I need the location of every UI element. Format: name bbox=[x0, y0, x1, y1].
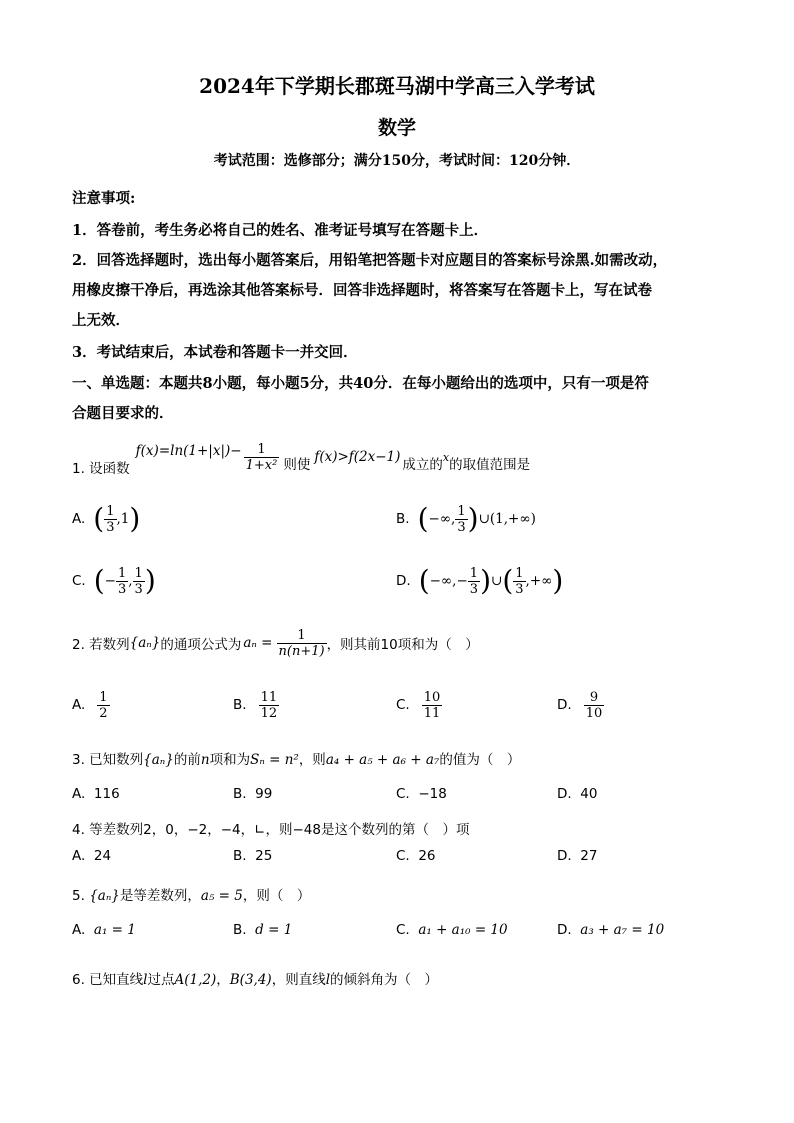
q5-option-d[interactable]: D. a₃ + a₇ = 10 bbox=[557, 922, 665, 938]
exam-subject: 数学 bbox=[377, 117, 416, 139]
q1-option-a-rest: ,1 bbox=[116, 511, 130, 527]
notes-item-1: 1．答卷前，考生务必将自己的姓名、准考证号填写在答题卡上． bbox=[72, 222, 489, 239]
q2-seq: {aₙ} bbox=[129, 635, 161, 651]
q4-option-c[interactable]: C. 26 bbox=[396, 848, 436, 864]
q1-option-c-label: C. bbox=[72, 573, 86, 589]
q2-pre: 2. 若数列 bbox=[72, 637, 130, 653]
question-2 bbox=[72, 622, 479, 664]
q2-an: aₙ = bbox=[243, 635, 273, 651]
q2-tail: ，则其前10项和为（ ） bbox=[326, 637, 479, 653]
section1-line1: 一、单选题：本题共8小题，每小题5分，共40分．在每小题给出的选项中，只有一项是符 bbox=[72, 375, 649, 392]
q1-condition: f(x)>f(2x−1) bbox=[314, 449, 401, 465]
q3-option-d[interactable]: D. 40 bbox=[557, 786, 598, 802]
section1-line2: 合题目要求的． bbox=[72, 405, 174, 422]
q1-option-c[interactable]: C. ( − $\frac{1}{3}$ , $\frac{1}{3}$ ) bbox=[72, 564, 156, 597]
q1-function: f(x)=ln(1+|x|)− bbox=[135, 443, 242, 459]
exam-scope: 考试范围：选修部分；满分150分，考试时间：120分钟． bbox=[213, 153, 581, 169]
q4-option-b[interactable]: B. 25 bbox=[233, 848, 273, 864]
q1-mid: 则使 bbox=[283, 457, 311, 473]
question-5: 5. {aₙ}是等差数列，a₅ = 5，则（ ） bbox=[72, 888, 311, 904]
notes-item-2-line3: 上无效． bbox=[72, 312, 130, 329]
q2-option-c[interactable]: C. $\frac{10}{11}$ bbox=[396, 689, 441, 721]
q1-fraction bbox=[244, 442, 280, 473]
q1-end: 的取值范围是 bbox=[449, 457, 531, 473]
question-6: 6. 已知直线l过点A(1,2)，B(3,4)，则直线l的倾斜角为（ ） bbox=[72, 972, 439, 988]
q4-option-d[interactable]: D. 27 bbox=[557, 848, 598, 864]
q1-fraction-num: 1 bbox=[244, 442, 280, 458]
q1-option-a-frac: $\frac{1}{3}$ bbox=[106, 503, 115, 535]
q2-option-a[interactable]: A. $\frac{1}{2}$ bbox=[72, 689, 108, 721]
q1-var: x bbox=[442, 450, 450, 464]
q4-option-a[interactable]: A. 24 bbox=[72, 848, 112, 864]
q1-option-d-label: D. bbox=[396, 573, 411, 589]
exam-title: 2024年下学期长郡斑马湖中学高三入学考试 bbox=[199, 74, 595, 98]
question-4: 4. 等差数列2，0，−2，−4，∟，则−48是这个数列的第（ ）项 bbox=[72, 822, 470, 838]
notes-item-2-line1: 2．回答选择题时，选出每小题答案后，用铅笔把答题卡对应题目的答案标号涂黑.如需改动， bbox=[72, 252, 668, 269]
q3-option-a[interactable]: A. 116 bbox=[72, 786, 120, 802]
notes-heading: 注意事项: bbox=[72, 190, 136, 207]
q5-option-a[interactable]: A. a₁ = 1 bbox=[72, 922, 136, 938]
q2-option-d[interactable]: D. $\frac{9}{10}$ bbox=[557, 689, 603, 721]
q2-mid: 的通项公式为 bbox=[160, 637, 242, 653]
q1-option-b-rest: ∪(1,+∞) bbox=[478, 511, 536, 527]
q2-fraction: $\frac{1}{n(n+1)}$ bbox=[278, 627, 325, 659]
q1-option-d[interactable]: D. ( −∞,− $\frac{1}{3}$ ) ∪ ( $\frac{1}{3}$ ,+∞ ) bbox=[396, 564, 564, 597]
q2-option-b[interactable]: B. $\frac{11}{12}$ bbox=[233, 689, 278, 721]
q3-option-b[interactable]: B. 99 bbox=[233, 786, 273, 802]
q3-option-c[interactable]: C. −18 bbox=[396, 786, 447, 802]
q5-option-c[interactable]: C. a₁ + a₁₀ = 10 bbox=[396, 922, 508, 938]
q1-option-b[interactable]: B. ( −∞, $\frac{1}{3}$ ) ∪(1,+∞) bbox=[396, 502, 536, 535]
q1-number: 1. 设函数 bbox=[72, 461, 130, 477]
q1-fraction-den: 1+x² bbox=[245, 457, 278, 473]
question-1 bbox=[72, 437, 530, 477]
q5-option-b[interactable]: B. d = 1 bbox=[233, 922, 293, 938]
q1-tail: 成立的 bbox=[402, 457, 443, 473]
notes-item-2-line2: 用橡皮擦干净后，再选涂其他答案标号．回答非选择题时，将答案写在答题卡上，写在试卷 bbox=[72, 282, 652, 299]
q1-option-a-label: A. bbox=[72, 511, 86, 527]
question-3: 3. 已知数列{aₙ}的前n项和为Sₙ = n²，则a₄ + a₅ + a₆ + a₇的值为（ ） bbox=[72, 752, 521, 768]
q1-option-b-pre: −∞, bbox=[428, 511, 456, 527]
q1-option-a[interactable]: A. ( $\frac{1}{3}$ ,1 ) bbox=[72, 502, 141, 535]
q1-option-b-label: B. bbox=[396, 511, 410, 527]
notes-item-3: 3．考试结束后，本试卷和答题卡一并交回． bbox=[72, 344, 358, 361]
